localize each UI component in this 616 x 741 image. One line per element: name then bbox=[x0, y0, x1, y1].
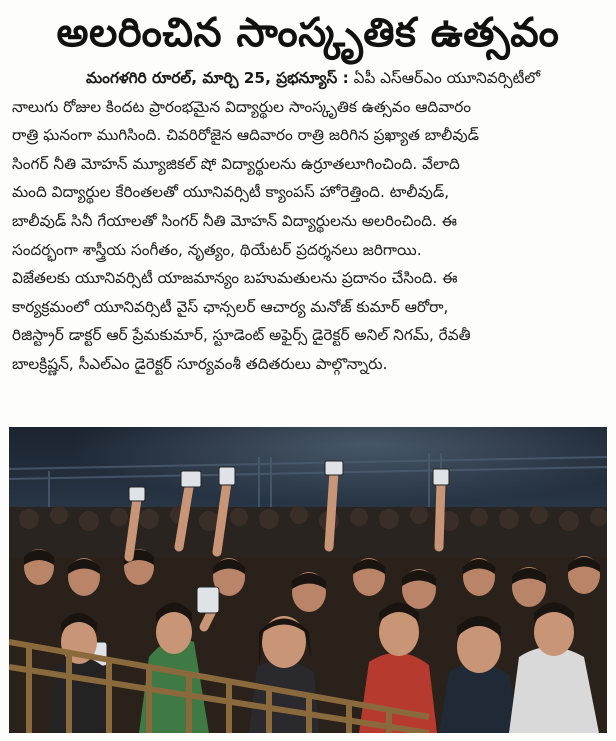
article-line: కార్యక్రమంలో యూనివర్సిటీ వైస్ ఛాన్సలర్ ఆచార్య మనోజ్ కుమార్ ఆరోరా, bbox=[12, 297, 449, 316]
article-line: విజేతలకు యూనివర్సిటీ యాజమాన్యం బహుమతులను ప్రదానం చేసింది. ఈ bbox=[12, 269, 458, 288]
article-line: బాలీవుడ్ సినీ గేయాలతో సింగర్ నీతి మోహన్ విద్యార్థులను అలరించింది. ఈ bbox=[12, 211, 457, 230]
article-line: రిజిస్ట్రార్ డాక్టర్ ఆర్ ప్రేమకుమార్, స్టూడెంట్ అఫైర్స్ డైరెక్టర్ అనిల్ నిగమ్, రేవతీ bbox=[12, 326, 471, 345]
article-line: మంది విద్యార్థుల కేరింతలతో యూనివర్సిటీ క్యాంపస్ హోరెత్తింది. టాలీవుడ్, bbox=[12, 183, 450, 202]
dateline: మంగళగిరి రూరల్, మార్చి 25, ప్రభన్యూస్ : bbox=[86, 69, 349, 87]
article-line: రాత్రి ఘనంగా ముగిసింది. చివరిరోజైన ఆదివారం రాత్రి జరిగిన ప్రఖ్యాత బాలీవుడ్ bbox=[12, 126, 479, 145]
article-line bbox=[12, 64, 608, 93]
concert-crowd-photo bbox=[9, 427, 607, 733]
article-line: సందర్భంగా శాస్త్రీయ సంగీతం, నృత్యం, థియేటర్ ప్రదర్శనలు జరిగాయి. bbox=[12, 240, 422, 259]
headline: అలరించిన సాంస్కృతిక ఉత్సవం bbox=[56, 10, 560, 56]
article-line: నాలుగు రోజుల కిందట ప్రారంభమైన విద్యార్థుల సాంస్కృతిక ఉత్సవం ఆదివారం bbox=[12, 97, 472, 116]
article-line-text: ఏపీ ఎస్ఆర్ఎం యూనివర్సిటీలో bbox=[348, 69, 541, 87]
article-body bbox=[12, 64, 608, 379]
article-line: బాలక్రిష్ణన్, సీఎల్ఎం డైరెక్టర్ సూర్యవంశీ తదితరులు పాల్గొన్నారు. bbox=[12, 354, 388, 373]
article-line: సింగర్ నీతి మోహన్ మ్యూజికల్ షో విద్యార్థులను ఉర్రూతలూగించింది. వేలాది bbox=[12, 154, 460, 173]
